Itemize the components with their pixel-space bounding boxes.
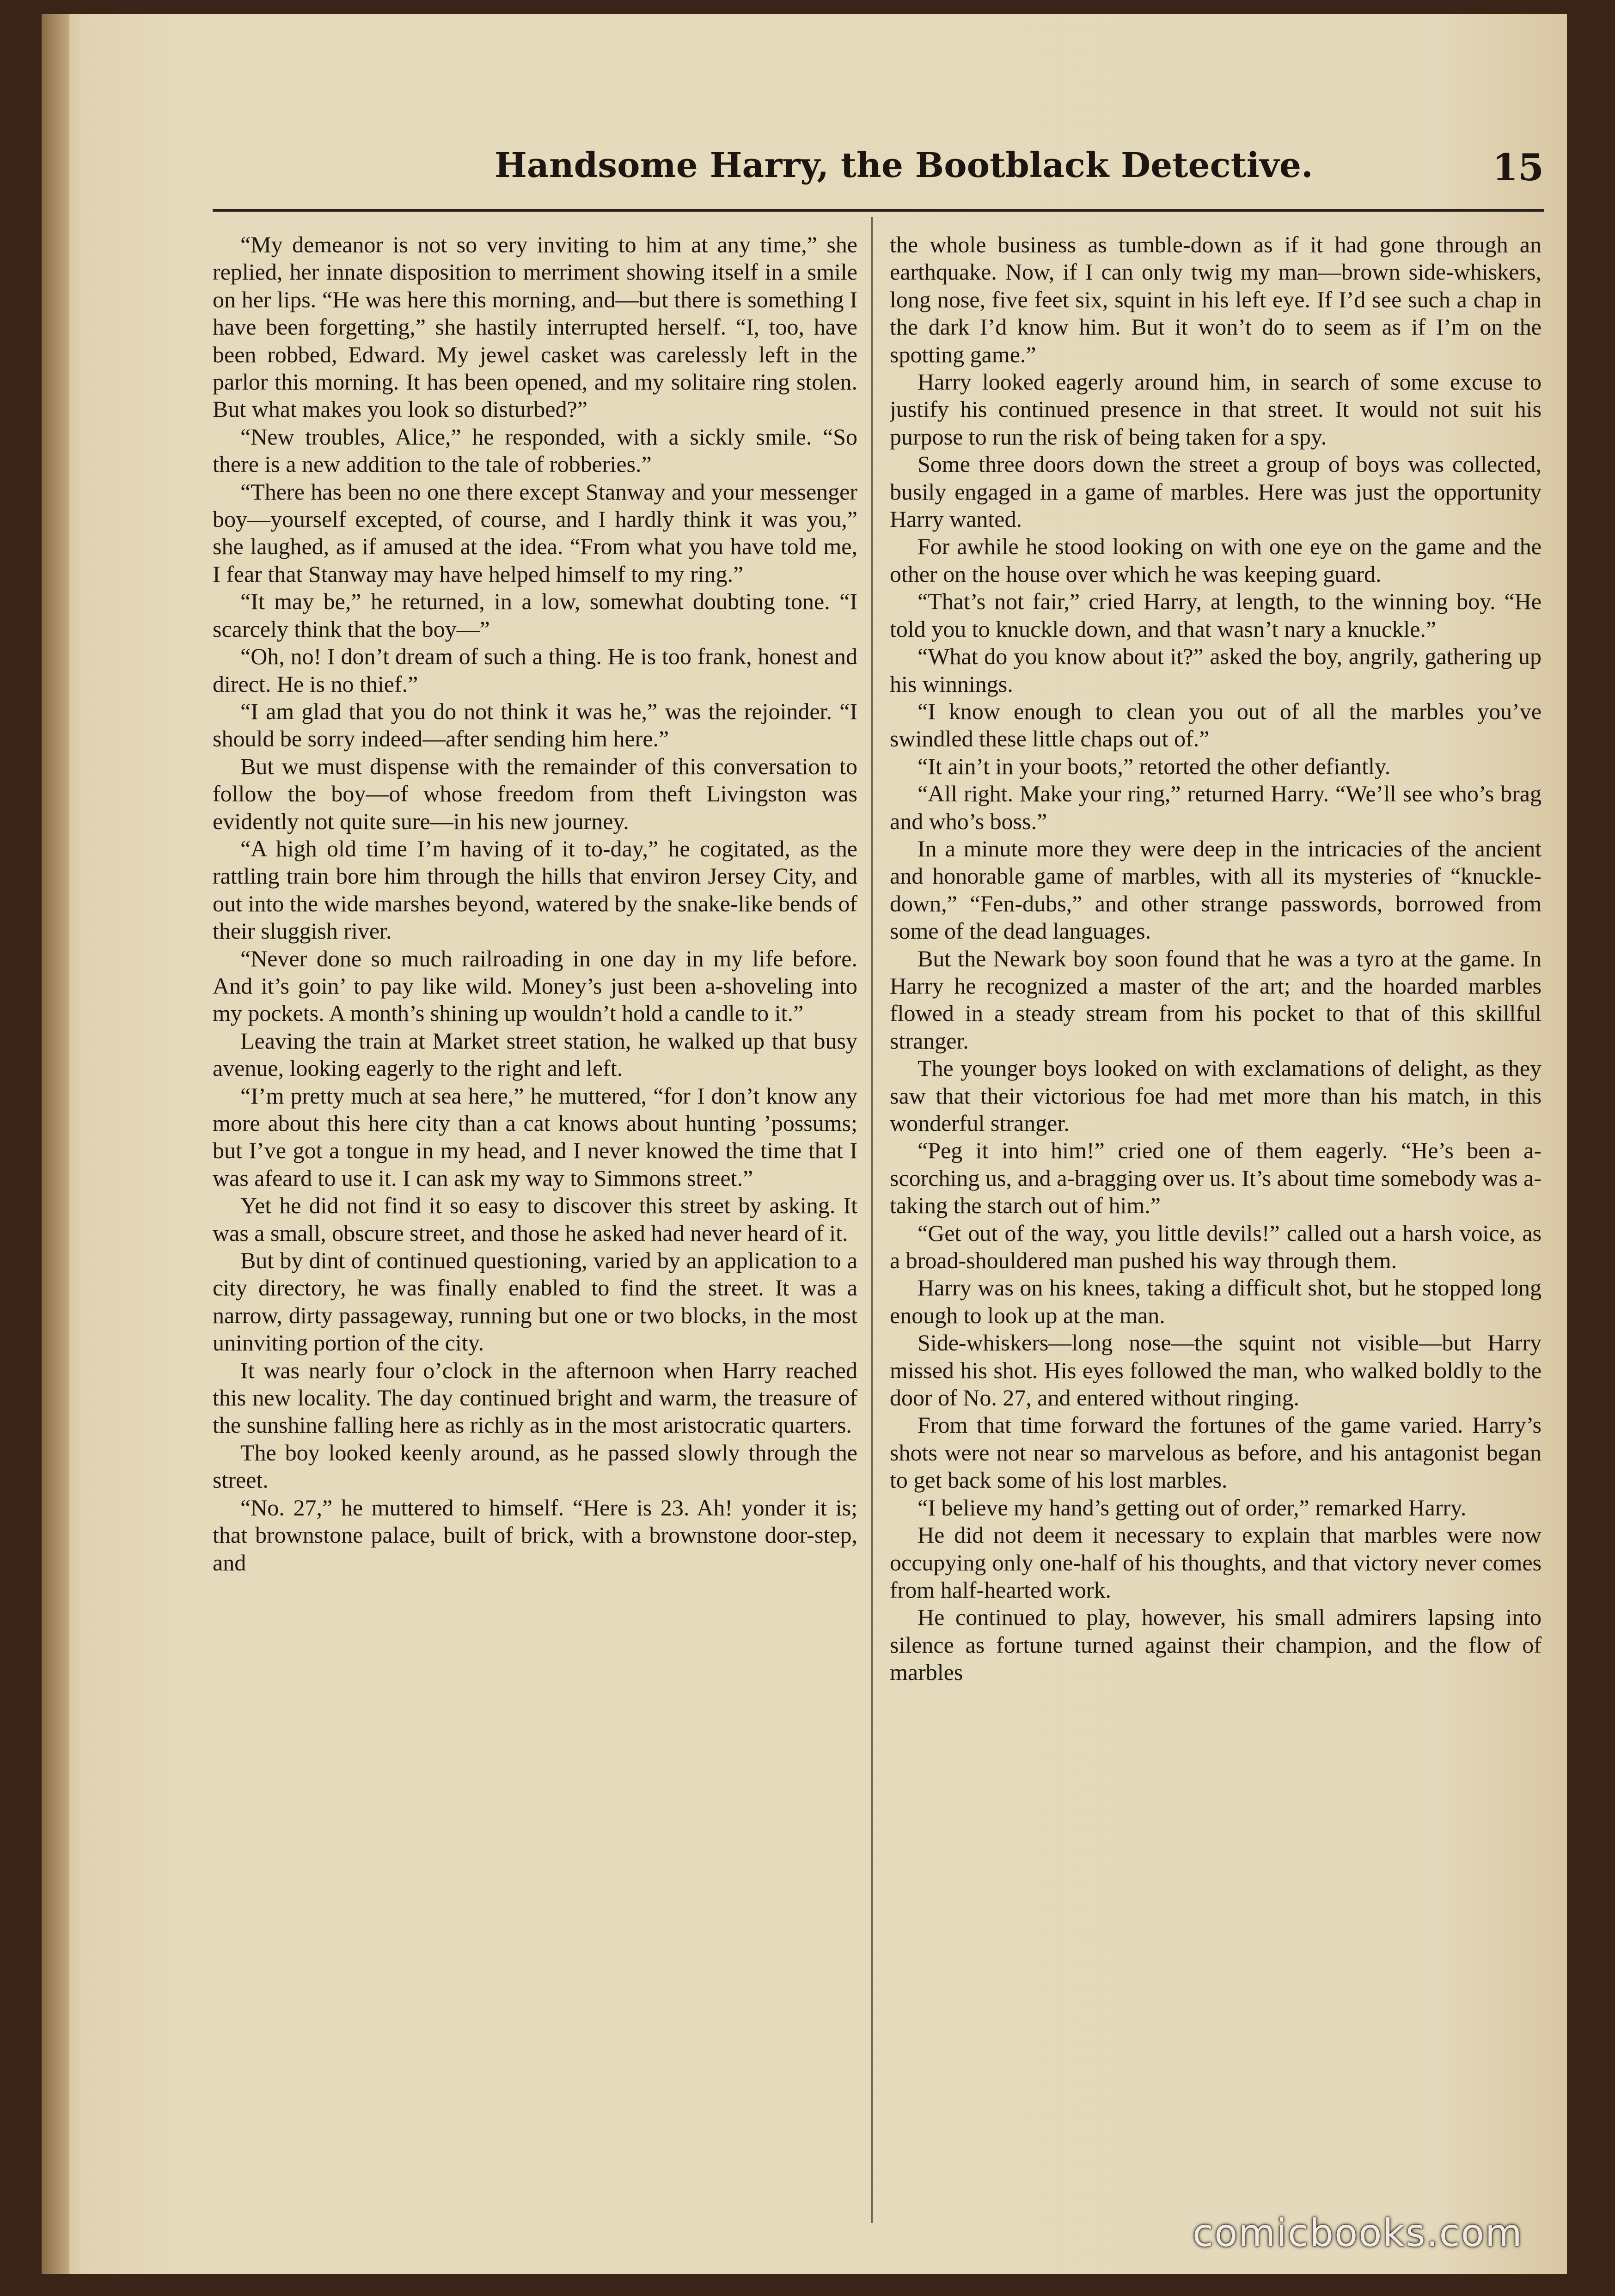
paragraph: He did not deem it necessary to explain that marbles were now occupying only one-half of his thoughts, and that victory never comes from half-hearted work. — [890, 1522, 1542, 1603]
paragraph: “Never done so much railroading in one day in my life before. And it’s goin’ to pay like wild. Money’s just been a-shoveling into my pockets. A month’s shining up wouldn’t hold a candle to it.” — [213, 945, 857, 1026]
paragraph: “I’m pretty much at sea here,” he muttered, “for I don’t know any more about this here city than a cat knows about hunting ’possums; but I’ve got a tongue in my head, and I never knowed the time that I was afeard to use it. I can ask my way to Simmons street.” — [213, 1082, 857, 1191]
paragraph: “Peg it into him!” cried one of them eagerly. “He’s been a-scorching us, and a-bragging over us. It’s about time somebody was a-taking the starch out of him.” — [890, 1137, 1542, 1219]
paragraph: From that time forward the fortunes of the game varied. Harry’s shots were not near so marvelous as before, and his antagonist began to get back some of his lost marbles. — [890, 1412, 1542, 1493]
paragraph: The boy looked keenly around, as he passed slowly through the street. — [213, 1439, 857, 1493]
paragraph: “Oh, no! I don’t dream of such a thing. He is too frank, honest and direct. He is no thief.” — [213, 643, 857, 697]
header-rule — [213, 209, 1544, 212]
paragraph: Some three doors down the street a group of boys was collected, busily engaged in a game of marbles. Here was just the opportunity Harry wanted. — [890, 451, 1542, 532]
magazine-page — [42, 14, 1567, 2274]
paragraph: He continued to play, however, his small admirers lapsing into silence as fortune turned against their champion, and the flow of marbles — [890, 1604, 1542, 1685]
right-text-column — [890, 231, 1542, 2232]
paragraph: “New troubles, Alice,” he responded, with a sickly smile. “So there is a new addition to the tale of robberies.” — [213, 423, 857, 477]
paragraph: the whole business as tumble-down as if it had gone through an earthquake. Now, if I can only twig my man—brown side-whiskers, long nose, five feet six, squint in his left eye. If I’d see such a chap in the dark I’d know him. But it won’t do to seem as if I’m on the spotting game.” — [890, 232, 1542, 367]
paragraph: Leaving the train at Market street station, he walked up that busy avenue, looking eagerly to the right and left. — [213, 1027, 857, 1081]
paragraph: “What do you know about it?” asked the boy, angrily, gathering up his winnings. — [890, 643, 1542, 697]
page-binding-edge — [42, 14, 69, 2274]
site-watermark: comicbooks.com — [1193, 2211, 1523, 2255]
paragraph: Harry looked eagerly around him, in search of some excuse to justify his continued presence in that street. It would not suit his purpose to run the risk of being taken for a spy. — [890, 369, 1542, 450]
paragraph: For awhile he stood looking on with one eye on the game and the other on the house over which he was keeping guard. — [890, 533, 1542, 587]
column-divider — [871, 217, 873, 2223]
page-number: 15 — [1492, 146, 1544, 189]
paragraph: Harry was on his knees, taking a difficult shot, but he stopped long enough to look up at the man. — [890, 1275, 1542, 1328]
paragraph: “It may be,” he returned, in a low, somewhat doubting tone. “I scarcely think that the boy—” — [213, 588, 857, 642]
paragraph: But we must dispense with the remainder of this conversation to follow the boy—of whose freedom from theft Livingston was evidently not quite sure—in his new journey. — [213, 753, 857, 834]
running-header — [495, 146, 1544, 201]
paragraph: “Get out of the way, you little devils!” called out a harsh voice, as a broad-shouldered man pushed his way through them. — [890, 1220, 1542, 1274]
paragraph: “My demeanor is not so very inviting to him at any time,” she replied, her innate disposition to merriment showing itself in a smile on her lips. “He was here this morning, and—but there is something I have been forgetting,” she hastily interrupted herself. “I, too, have been robbed, Edward. My jewel casket was carelessly left in the parlor this morning. It has been opened, and my solitaire ring stolen. But what makes you look so disturbed?” — [213, 232, 857, 422]
paragraph: “I am glad that you do not think it was he,” was the rejoinder. “I should be sorry indeed—after sending him here.” — [213, 698, 857, 752]
paragraph: In a minute more they were deep in the intricacies of the ancient and honorable game of marbles, with all its mysteries of “knuckle-down,” “Fen-dubs,” and other strange passwords, borrowed from some of the dead languages. — [890, 835, 1542, 944]
paragraph: But by dint of continued questioning, varied by an application to a city directory, he was finally enabled to find the street. It was a narrow, dirty passageway, running but one or two blocks, in the most uninviting portion of the city. — [213, 1247, 857, 1356]
paragraph: “That’s not fair,” cried Harry, at length, to the winning boy. “He told you to knuckle down, and that wasn’t nary a knuckle.” — [890, 588, 1542, 642]
paragraph: “All right. Make your ring,” returned Harry. “We’ll see who’s brag and who’s boss.” — [890, 781, 1542, 834]
paragraph: Yet he did not find it so easy to discover this street by asking. It was a small, obscure street, and those he asked had never heard of it. — [213, 1192, 857, 1246]
running-header-title: Handsome Harry, the Bootblack Detective. — [495, 146, 1313, 185]
paragraph: “A high old time I’m having of it to-day,” he cogitated, as the rattling train bore him through the hills that environ Jersey City, and out into the wide marshes beyond, watered by the snake-like bends of their sluggish river. — [213, 835, 857, 944]
left-text-column — [213, 231, 857, 2232]
paragraph: But the Newark boy soon found that he was a tyro at the game. In Harry he recognized a master of the art; and the hoarded marbles flowed in a steady stream from his pocket to that of this skillful stranger. — [890, 945, 1542, 1054]
paragraph: “It ain’t in your boots,” retorted the other defiantly. — [918, 753, 1391, 779]
paragraph: “There has been no one there except Stanway and your messenger boy—yourself excepted, of course, and I hardly think it was you,” she laughed, as if amused at the idea. “From what you have told me, I fear that Stanway may have helped himself to my ring.” — [213, 478, 857, 587]
paragraph: Side-whiskers—long nose—the squint not visible—but Harry missed his shot. His eyes followed the man, who walked boldly to the door of No. 27, and entered without ringing. — [890, 1330, 1542, 1411]
paragraph: “I know enough to clean you out of all the marbles you’ve swindled these little chaps out of.” — [890, 698, 1542, 752]
paragraph: The younger boys looked on with exclamations of delight, as they saw that their victorious foe had met more than his match, in this wonderful stranger. — [890, 1055, 1542, 1136]
paragraph: It was nearly four o’clock in the afternoon when Harry reached this new locality. The day continued bright and warm, the treasure of the sunshine falling here as richly as in the most aristocratic quarters. — [213, 1357, 857, 1438]
paragraph: “No. 27,” he muttered to himself. “Here is 23. Ah! yonder it is; that brownstone palace, built of brick, with a brownstone door-step, and — [213, 1494, 857, 1575]
paragraph: “I believe my hand’s getting out of order,” remarked Harry. — [918, 1494, 1467, 1520]
